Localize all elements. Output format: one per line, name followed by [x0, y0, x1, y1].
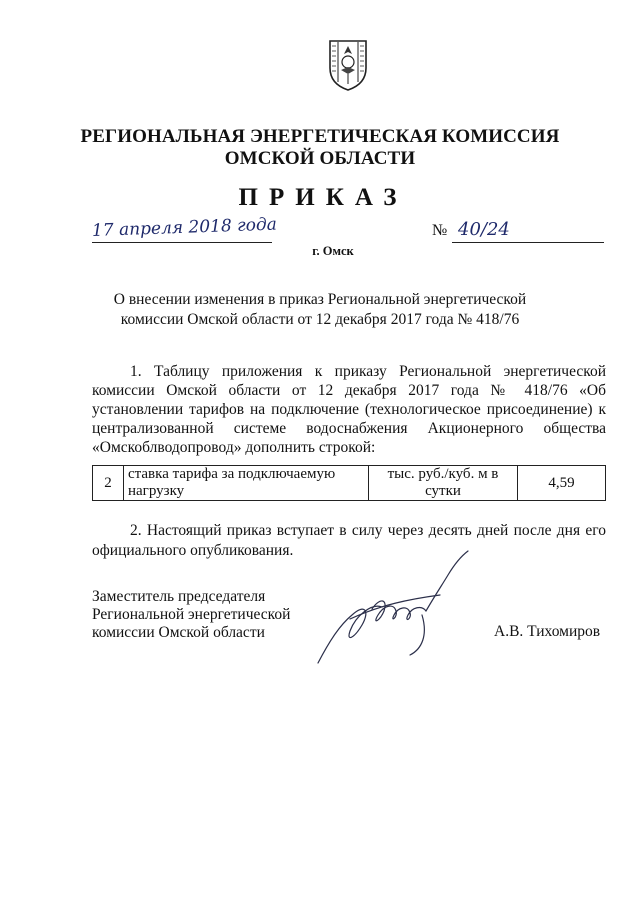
- date-underline: [92, 242, 272, 243]
- handwritten-signature: [310, 545, 480, 670]
- signer-position-line3: комиссии Омской области: [92, 624, 265, 641]
- organization-title-line1: РЕГИОНАЛЬНАЯ ЭНЕРГЕТИЧЕСКАЯ КОМИССИЯ: [80, 126, 560, 147]
- subject-line2: комиссии Омской области от 12 декабря 2017 года № 418/76: [120, 311, 520, 328]
- city-label: г. Омск: [312, 244, 354, 258]
- unit-cell: тыс. руб./куб. м в сутки: [369, 466, 518, 501]
- order-date-handwritten: 17 апреля 2018 года: [91, 214, 278, 241]
- signer-name: А.В. Тихомиров: [494, 623, 601, 640]
- signer-position-line1: Заместитель председателя: [92, 588, 266, 605]
- order-number-handwritten: 40/24: [458, 219, 510, 240]
- description-cell: ставка тарифа за подключаемую нагрузку: [124, 466, 369, 501]
- number-underline: [452, 242, 604, 243]
- signer-position-line2: Региональной энергетической: [92, 606, 291, 623]
- row-number-cell: 2: [93, 466, 124, 501]
- paragraph-2: 2. Настоящий приказ вступает в силу через десять дней после дня его официального опубликования.: [92, 522, 606, 559]
- subject-line1: О внесении изменения в приказ Региональной энергетической: [113, 291, 527, 308]
- coat-of-arms-emblem: [326, 38, 370, 92]
- paragraph-1: 1. Таблицу приложения к приказу Региональной энергетической комиссии Омской области от 12 декабря 2017 года № 418/76 «Об установлении тарифов на подключение (технологическое присоединение) к централизованной системе водоснабжения Акционерного общества «Омскоблводопровод» дополнить строкой:: [92, 363, 606, 456]
- order-number-label: №: [432, 222, 448, 239]
- document-type-title: ПРИКАЗ: [238, 184, 408, 211]
- value-cell: 4,59: [518, 466, 606, 501]
- organization-title-line2: ОМСКОЙ ОБЛАСТИ: [224, 148, 416, 169]
- tariff-table: [92, 465, 606, 501]
- table-row: [93, 466, 606, 501]
